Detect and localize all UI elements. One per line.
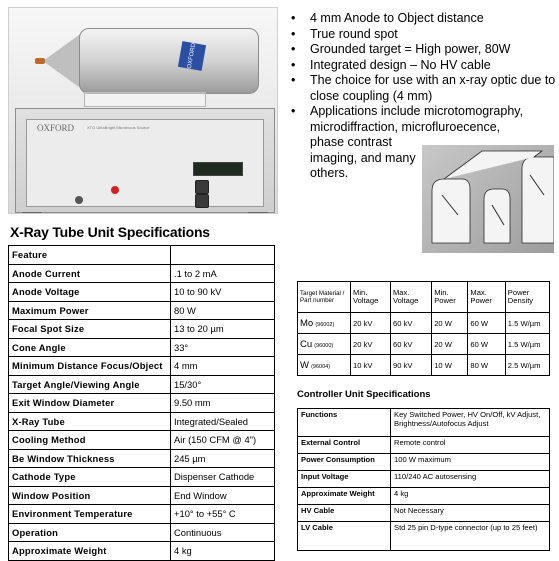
spec-value: 33° (171, 338, 275, 357)
table-row (298, 505, 550, 522)
bullet-item: • True round spot (288, 27, 556, 43)
element-symbol: W (300, 359, 309, 371)
spec-key: Anode Current (9, 264, 171, 283)
spec-key: Maximum Power (9, 301, 171, 320)
table-row (9, 486, 275, 505)
table-header-row (298, 282, 550, 313)
xray-spec-title: X-Ray Tube Unit Specifications (10, 224, 210, 240)
controller-spec-title: Controller Unit Specifications (297, 389, 431, 400)
table-cell: 90 kV (390, 355, 431, 376)
target-material-cell (298, 313, 351, 334)
table-cell: 60 kV (390, 334, 431, 355)
product-photo (8, 7, 278, 214)
table-cell: 10 kV (351, 355, 391, 376)
table-row (298, 355, 550, 376)
table-cell: 80 W (468, 355, 505, 376)
table-cell: 20 W (432, 313, 468, 334)
table-row (298, 471, 550, 488)
panel-display (193, 162, 243, 176)
bullet-item: • 4 mm Anode to Object distance (288, 11, 556, 27)
table-cell: 2.5 W/µm (505, 355, 549, 376)
spec-value: 110/240 AC autosensing (391, 471, 550, 488)
target-material-table (297, 281, 550, 376)
table-cell: 1.5 W/µm (505, 313, 549, 334)
spec-value: 15/30° (171, 375, 275, 394)
spec-value: 80 W (171, 301, 275, 320)
table-row (9, 431, 275, 450)
status-led-icon (111, 186, 119, 194)
table-row (9, 523, 275, 542)
tube-stand (84, 92, 206, 107)
bullet-text: Applications include microtomography, microdiffraction, microfluroecence, (310, 104, 524, 134)
xray-tube-tip (35, 58, 45, 64)
xray-tube-body (79, 28, 259, 94)
spec-key: Exit Window Diameter (9, 394, 171, 413)
spec-value: End Window (171, 486, 275, 505)
spec-key: Cooling Method (9, 431, 171, 450)
table-header-row (9, 246, 275, 265)
spec-key: LV Cable (298, 522, 391, 551)
spec-value: 4 kg (171, 542, 275, 561)
spec-key: Approximate Weight (9, 542, 171, 561)
table-row (9, 375, 275, 394)
bullet-item: • The choice for use with an x-ray optic due to close coupling (4 mm) (288, 73, 556, 104)
spec-key: Approximate Weight (298, 488, 391, 505)
spec-value: .1 to 2 mA (171, 264, 275, 283)
panel-brand: OXFORD (37, 123, 75, 133)
bullet-item: • Grounded target = High power, 80W (288, 42, 556, 58)
table-row (298, 409, 550, 437)
chassis-foot (22, 212, 42, 214)
table-row (298, 522, 550, 551)
panel-knob (195, 180, 209, 194)
controller-spec-table (297, 408, 550, 551)
chassis-foot (248, 212, 268, 214)
controller-chassis (15, 108, 275, 213)
table-cell: 10 W (432, 355, 468, 376)
spec-key: Target Angle/Viewing Angle (9, 375, 171, 394)
panel-knob (195, 194, 209, 208)
spec-key: Minimum Distance Focus/Object (9, 357, 171, 376)
spec-value: +10° to +55° C (171, 505, 275, 524)
table-row (298, 488, 550, 505)
spec-value: Dispenser Cathode (171, 468, 275, 487)
oxford-logo (178, 41, 206, 71)
spec-key: Power Consumption (298, 454, 391, 471)
target-diagram-graphic (422, 145, 554, 253)
spec-value: Key Switched Power, HV On/Off, kV Adjust, Brightness/Autofocus Adjust (391, 409, 550, 437)
spec-value: 9.50 mm (171, 394, 275, 413)
oxford-logo-text: OXFORD (186, 42, 198, 70)
target-diagram (422, 145, 554, 253)
table-row (9, 449, 275, 468)
table-row (298, 437, 550, 454)
spec-key: Be Window Thickness (9, 449, 171, 468)
part-number: (96004) (311, 363, 331, 370)
target-material-cell (298, 355, 351, 376)
bullet-item: • Integrated design – No HV cable (288, 58, 556, 74)
table-row (9, 264, 275, 283)
spec-value: 100 W maximum (391, 454, 550, 471)
xray-tube-cone (43, 32, 83, 90)
spec-key: Focal Spot Size (9, 320, 171, 339)
spec-value: Std 25 pin D-type connector (up to 25 feet) (391, 522, 550, 551)
table-row (9, 338, 275, 357)
spec-key: Environment Temperature (9, 505, 171, 524)
spec-value: 245 µm (171, 449, 275, 468)
spec-value: 10 to 90 kV (171, 283, 275, 302)
table-cell: 60 W (468, 334, 505, 355)
table-row (9, 412, 275, 431)
table-cell: 1.5 W/µm (505, 334, 549, 355)
table-row (9, 468, 275, 487)
table-row (9, 542, 275, 561)
spec-key: Input Voltage (298, 471, 391, 488)
panel-subtitle: XTG UltraBright Microfocus Source (87, 125, 150, 130)
spec-key: Window Position (9, 486, 171, 505)
element-symbol: Mo (300, 317, 314, 329)
table-row (9, 505, 275, 524)
table-row (298, 334, 550, 355)
spec-value: Continuous (171, 523, 275, 542)
table-cell: 60 W (468, 313, 505, 334)
table-header-cell: Min. Voltage (351, 282, 391, 313)
part-number: (96000) (314, 342, 334, 349)
spec-key: X-Ray Tube (9, 412, 171, 431)
table-cell: 20 W (432, 334, 468, 355)
spec-value: Integrated/Sealed (171, 412, 275, 431)
xray-spec-table (8, 245, 275, 561)
front-panel (26, 119, 264, 207)
table-header-cell: Power Density (505, 282, 549, 313)
table-row (9, 357, 275, 376)
spec-value: 13 to 20 µm (171, 320, 275, 339)
part-number: (96002) (315, 321, 335, 328)
spec-key: Operation (9, 523, 171, 542)
table-cell: 60 kV (390, 313, 431, 334)
spec-key: Cathode Type (9, 468, 171, 487)
table-row (9, 283, 275, 302)
table-header-cell (171, 246, 275, 265)
spec-value: 4 mm (171, 357, 275, 376)
bullet-text-tail: phase contrast imaging, and many others. (310, 135, 416, 180)
spec-key: External Control (298, 437, 391, 454)
spec-key: Cone Angle (9, 338, 171, 357)
table-row (298, 454, 550, 471)
table-row (9, 394, 275, 413)
table-row (298, 313, 550, 334)
spec-key: HV Cable (298, 505, 391, 522)
spec-value: Remote control (391, 437, 550, 454)
spec-key: Anode Voltage (9, 283, 171, 302)
table-header-cell: Min. Power (432, 282, 468, 313)
spec-key: Functions (298, 409, 391, 437)
table-row (9, 320, 275, 339)
table-header-cell: Max. Voltage (390, 282, 431, 313)
target-material-cell (298, 334, 351, 355)
table-header-cell: Feature (9, 246, 171, 265)
table-header-cell: Max. Power (468, 282, 505, 313)
table-row (9, 301, 275, 320)
spec-value: 4 kg (391, 488, 550, 505)
spec-value: Not Necessary (391, 505, 550, 522)
element-symbol: Cu (300, 338, 313, 350)
table-header-cell: Target Material / Part number (298, 282, 351, 313)
spec-value: Air (150 CFM @ 4") (171, 431, 275, 450)
key-switch-icon (75, 196, 83, 204)
table-cell: 20 kV (351, 334, 391, 355)
table-cell: 20 kV (351, 313, 391, 334)
